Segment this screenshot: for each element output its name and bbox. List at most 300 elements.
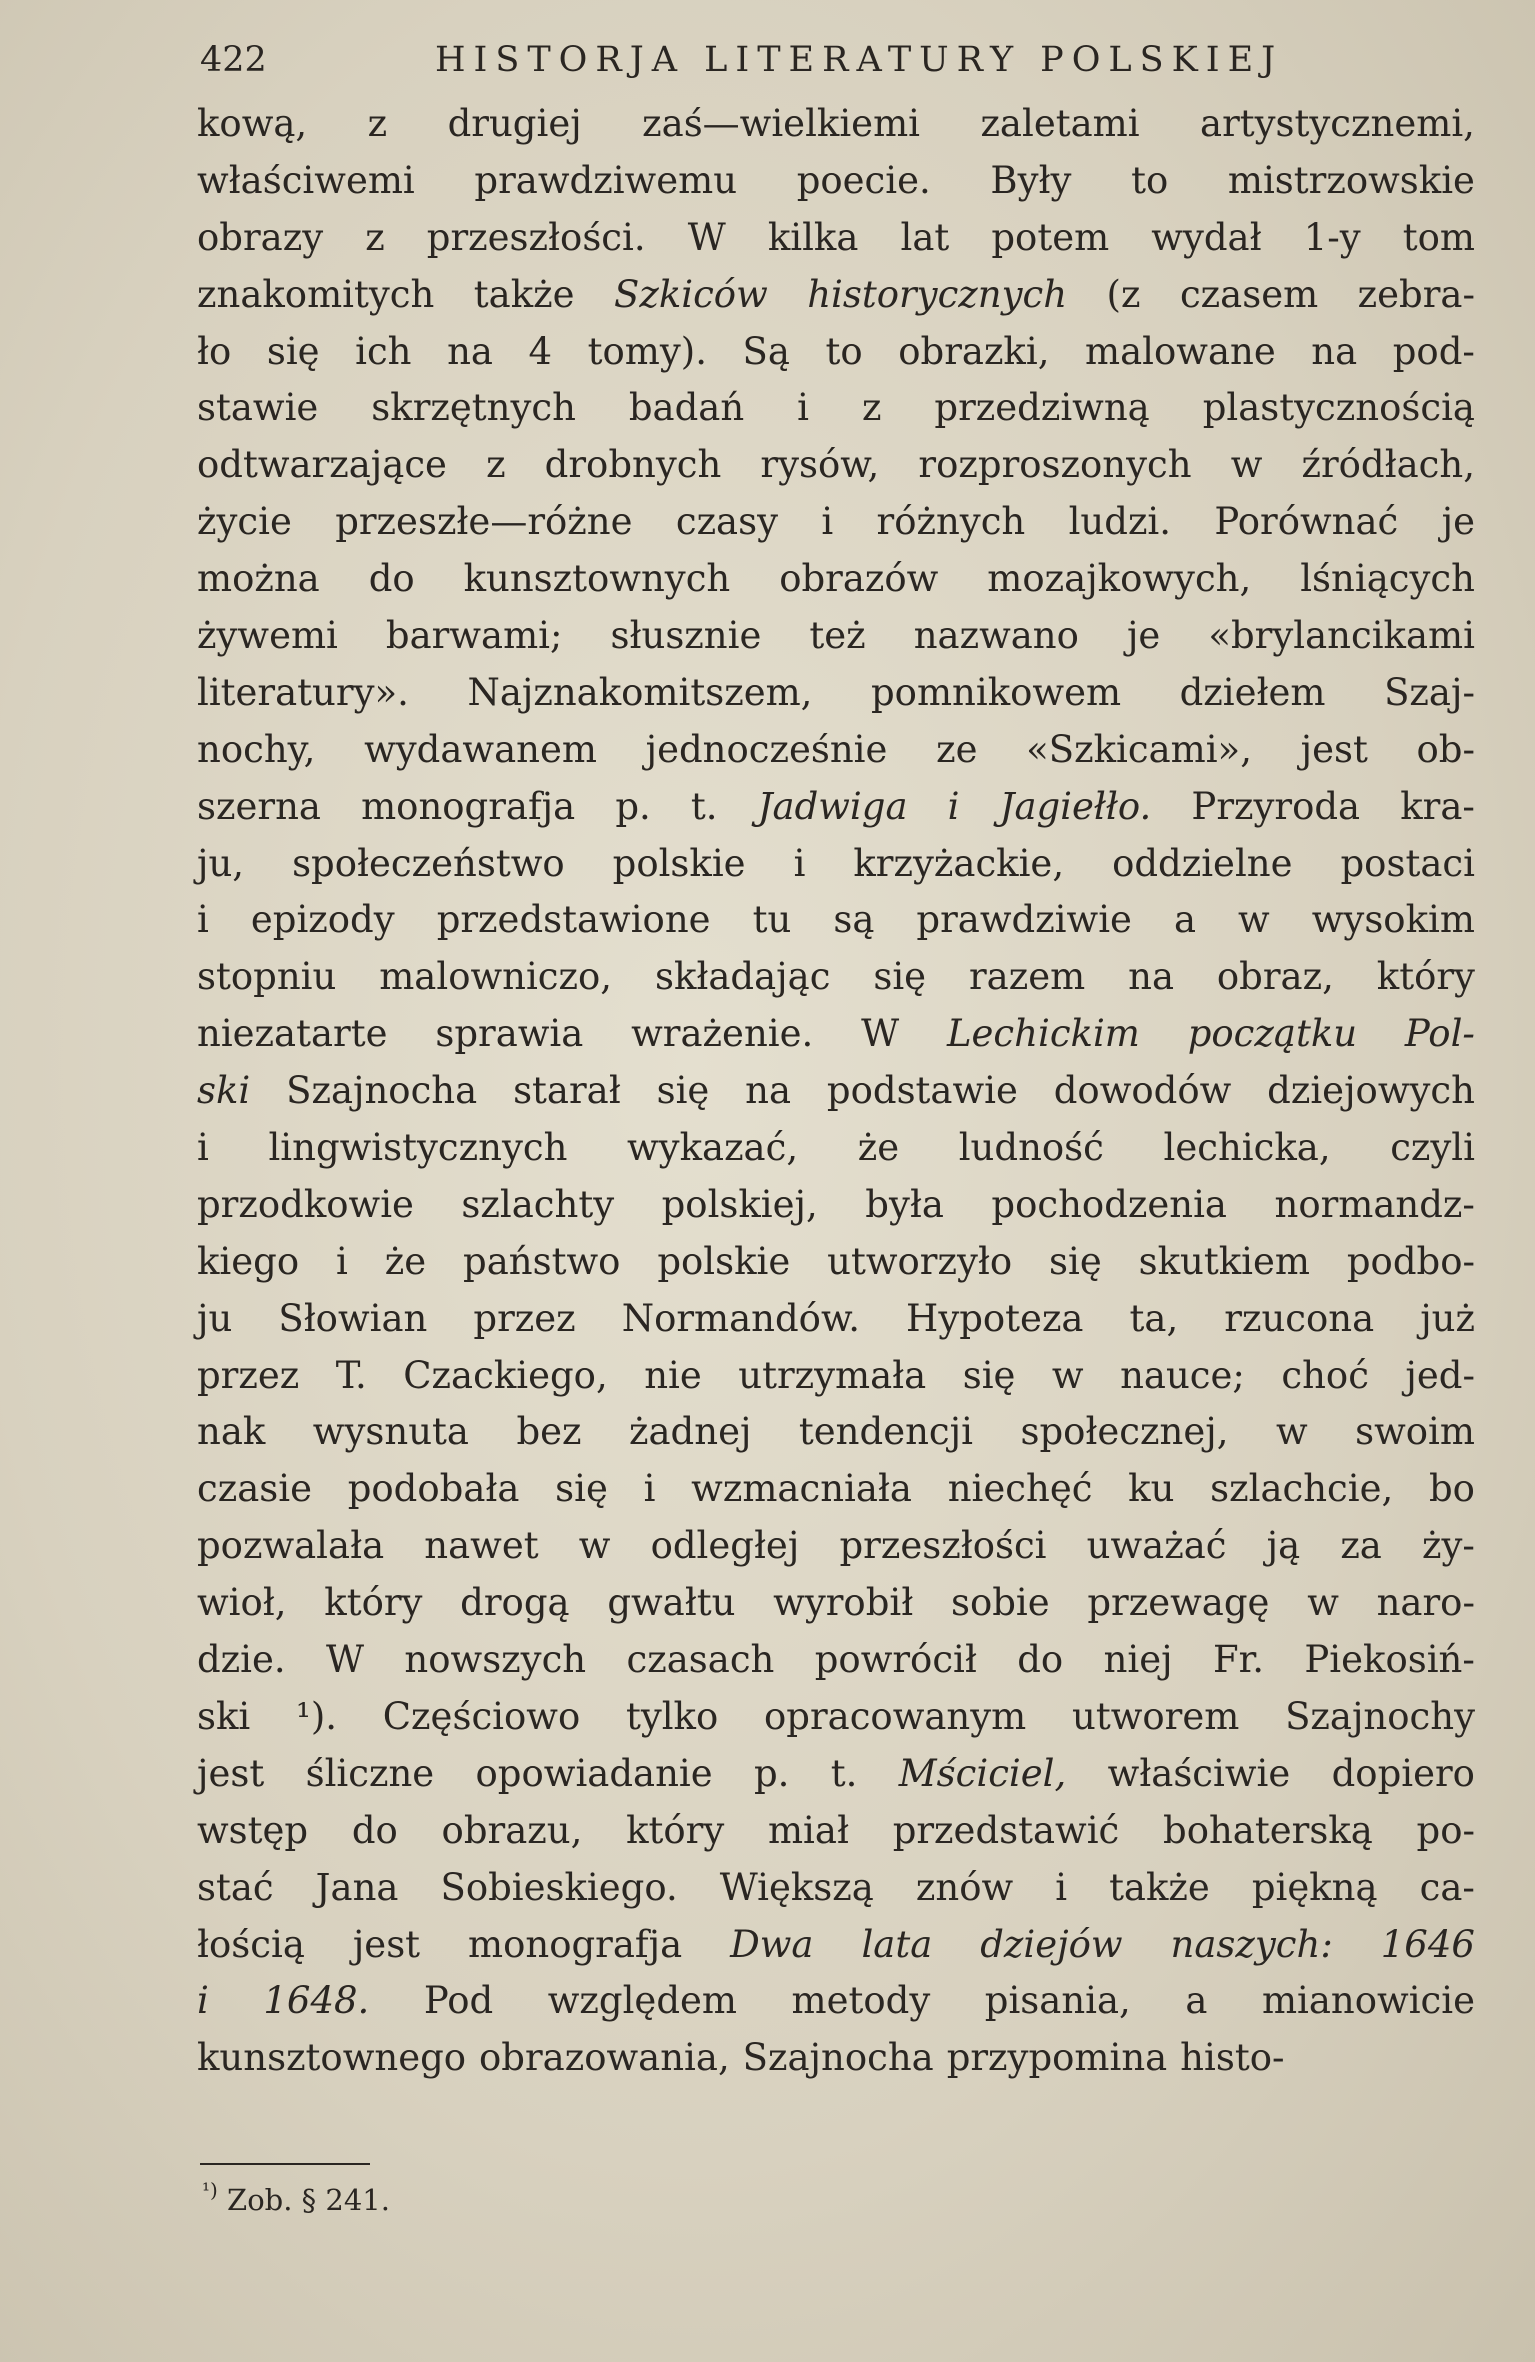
word: wysnuta <box>312 1410 469 1454</box>
word: zaletami <box>980 102 1140 145</box>
italic-word: dziejów <box>980 1922 1123 1966</box>
word: i <box>1055 1865 1068 1909</box>
word: Czackiego, <box>403 1353 608 1397</box>
word: pochodzenia <box>991 1182 1227 1226</box>
word: jed- <box>1405 1353 1475 1397</box>
word: jest <box>1300 727 1368 771</box>
word: ju <box>197 1296 233 1340</box>
word: się <box>555 1467 608 1511</box>
text-line <box>197 1518 1475 1575</box>
text-line <box>197 1803 1475 1860</box>
word: przeszłości. <box>426 215 646 259</box>
word: kra- <box>1400 784 1475 828</box>
word: znakomitych <box>197 272 435 316</box>
word: przeszłe—różne <box>335 500 633 544</box>
word: badań <box>628 386 745 430</box>
text-line <box>197 153 1475 210</box>
word: z <box>367 102 388 145</box>
word: znów <box>915 1865 1014 1909</box>
word: p. <box>753 1751 790 1795</box>
word: i <box>197 898 209 942</box>
word: Jana <box>315 1865 399 1909</box>
word: też <box>809 614 866 658</box>
word: kową, <box>197 102 308 145</box>
word: wysokim <box>1311 898 1475 942</box>
word: podbo- <box>1346 1239 1475 1283</box>
word: śliczne <box>305 1751 435 1795</box>
text-line <box>197 1234 1475 1291</box>
word: z <box>365 215 385 259</box>
word: mistrzowskie <box>1227 158 1475 202</box>
word: malowniczo, <box>379 955 613 999</box>
word: sprawia <box>435 1012 584 1056</box>
word: który <box>626 1808 725 1852</box>
word: wyrobił <box>773 1581 914 1625</box>
word: jednocześnie <box>645 727 888 771</box>
word: tom <box>1402 215 1475 259</box>
word: czasem <box>1179 272 1319 316</box>
word: Szajnochy <box>1285 1694 1475 1738</box>
word: ob- <box>1416 727 1475 771</box>
word: dziejowych <box>1267 1069 1475 1113</box>
word: polskie <box>657 1239 791 1283</box>
word: Szajnocha <box>742 2036 934 2080</box>
word: życie <box>197 500 292 544</box>
word: źródłach, <box>1301 443 1475 487</box>
footnote <box>202 2175 390 2225</box>
word: ju, <box>197 841 245 885</box>
text-line <box>197 1746 1475 1803</box>
word: społeczeństwo <box>292 841 565 885</box>
word: zaś—wielkiemi <box>642 102 920 145</box>
word: utworem <box>1072 1694 1240 1738</box>
page-number: 422 <box>200 40 267 80</box>
word: ta, <box>1129 1296 1179 1340</box>
text-line <box>197 1348 1475 1405</box>
word: barwami; <box>385 614 563 658</box>
word: lingwistycznych <box>268 1126 568 1170</box>
word: rzucona <box>1224 1296 1375 1340</box>
word: plastycznością <box>1202 386 1475 430</box>
word: przez <box>473 1296 576 1340</box>
word: Są <box>742 329 790 373</box>
text-line <box>197 608 1475 665</box>
text-line <box>197 494 1475 551</box>
word: właściwemi <box>197 158 415 202</box>
word: Pod <box>423 1979 494 2023</box>
word: ku <box>1128 1467 1175 1511</box>
word: 4 <box>528 329 553 373</box>
italic-word: historycznych <box>807 272 1068 316</box>
word: do <box>368 557 415 601</box>
word: Większą <box>719 1865 874 1909</box>
word: ży- <box>1422 1524 1475 1568</box>
word: jest <box>197 1751 265 1795</box>
text-line <box>197 267 1475 324</box>
word: wydał <box>1151 215 1262 259</box>
word: względem <box>547 1979 737 2023</box>
word: stopniu <box>197 955 337 999</box>
word: z <box>486 443 506 487</box>
italic-word: 1646 <box>1380 1922 1475 1966</box>
word: dziełem <box>1179 670 1326 714</box>
word: ich <box>355 329 412 373</box>
word: kiego <box>197 1239 300 1283</box>
text-line <box>197 380 1475 437</box>
italic-word: ski <box>197 1069 251 1113</box>
word: są <box>833 898 875 942</box>
italic-word: początku <box>1187 1012 1358 1056</box>
word: po- <box>1416 1808 1475 1852</box>
word: który <box>324 1581 423 1625</box>
word: to <box>825 329 863 373</box>
word: państwo <box>463 1239 621 1283</box>
word: bo <box>1428 1467 1475 1511</box>
word: bohaterską <box>1163 1808 1373 1852</box>
word: czasy <box>675 500 779 544</box>
word: z <box>861 386 882 430</box>
word: swoim <box>1355 1410 1475 1454</box>
word: wzmacniała <box>691 1467 912 1511</box>
word: czyli <box>1390 1126 1475 1170</box>
italic-word: i <box>947 784 960 828</box>
word: Piekosiń- <box>1304 1638 1475 1682</box>
word: przedziwną <box>934 386 1150 430</box>
word: nak <box>197 1410 266 1454</box>
word: T. <box>335 1353 367 1397</box>
word: żywemi <box>197 614 338 658</box>
word: «brylancikami <box>1208 614 1475 658</box>
text-line <box>197 1006 1475 1063</box>
word: się <box>656 1069 710 1113</box>
text-line <box>197 1575 1475 1632</box>
word: przodkowie <box>197 1182 414 1226</box>
text-line <box>197 96 1475 153</box>
text-line <box>197 1063 1475 1120</box>
word: przewagę <box>1087 1581 1270 1625</box>
word: w <box>578 1524 611 1568</box>
text-line <box>197 1291 1475 1348</box>
word: w <box>1051 1353 1084 1397</box>
word: nazwano <box>913 614 1079 658</box>
word: na <box>1311 329 1358 373</box>
word: polskiej, <box>661 1182 818 1226</box>
word: przedstawić <box>892 1808 1120 1852</box>
word: W <box>326 1638 365 1682</box>
word: przeszłości <box>839 1524 1047 1568</box>
word: ją <box>1266 1524 1301 1568</box>
word: prawdziwemu <box>474 158 738 202</box>
word: opracowanym <box>764 1694 1027 1738</box>
word: naro- <box>1376 1581 1475 1625</box>
word: (z <box>1106 272 1141 316</box>
word: szlachty <box>461 1182 615 1226</box>
text-line <box>197 1461 1475 1518</box>
text-line <box>197 551 1475 608</box>
word: pomnikowem <box>871 670 1122 714</box>
word: że <box>384 1239 427 1283</box>
italic-word: 1648. <box>263 1979 370 2023</box>
word: Słowian <box>278 1296 428 1340</box>
word: lat <box>900 215 950 259</box>
word: który <box>1376 955 1475 999</box>
word: ludzi. <box>1068 500 1172 544</box>
word: odległej <box>650 1524 800 1568</box>
word: p. <box>615 784 651 828</box>
word: się <box>962 1353 1016 1397</box>
word: zebra- <box>1357 272 1475 316</box>
word: W <box>687 215 726 259</box>
word: stawie <box>197 386 319 430</box>
word: obrazów <box>779 557 939 601</box>
italic-word: naszych: <box>1170 1922 1333 1966</box>
word: nauce; <box>1120 1353 1245 1397</box>
text-line <box>197 722 1475 779</box>
footnote-divider <box>200 2163 370 2165</box>
word: metody <box>791 1979 931 2023</box>
word: poecie. <box>796 158 931 202</box>
word: ca- <box>1419 1865 1475 1909</box>
word: i <box>793 841 806 885</box>
word: w <box>1230 443 1263 487</box>
text-line <box>197 836 1475 893</box>
word: Szaj- <box>1384 670 1475 714</box>
word: dopiero <box>1331 1751 1475 1795</box>
word: choć <box>1281 1353 1369 1397</box>
word: kunsztownych <box>463 557 731 601</box>
running-head <box>200 30 1300 90</box>
word: razem <box>968 955 1086 999</box>
word: pozwalała <box>197 1524 385 1568</box>
word: skrzętnych <box>371 386 576 430</box>
word: łością <box>197 1922 305 1966</box>
word: się <box>266 329 320 373</box>
word: w <box>1238 898 1270 942</box>
word: literatury». <box>197 670 409 714</box>
word: epizody <box>250 898 395 942</box>
word: do <box>351 1808 398 1852</box>
word: podstawie <box>826 1069 1018 1113</box>
word: nie <box>644 1353 702 1397</box>
word: monografja <box>361 784 576 828</box>
word: Normandów. <box>621 1296 861 1340</box>
word: obraz, <box>1216 955 1334 999</box>
word: miał <box>767 1808 849 1852</box>
italic-word: Mściciel, <box>898 1751 1067 1795</box>
word: nawet <box>424 1524 539 1568</box>
running-title: HISTORJA LITERATURY POLSKIEJ <box>435 40 1284 80</box>
word: i <box>197 1126 209 1170</box>
word: ludność <box>958 1126 1104 1170</box>
word: odtwarzające <box>197 443 447 487</box>
italic-word: Jagiełło. <box>999 784 1152 828</box>
word: mianowicie <box>1261 1979 1475 2023</box>
text-line <box>197 892 1475 949</box>
word: żadnej <box>629 1410 752 1454</box>
word: i <box>797 386 809 430</box>
word: Były <box>990 158 1072 202</box>
word: drobnych <box>544 443 722 487</box>
word: wstęp <box>197 1808 309 1852</box>
word: także <box>473 272 575 316</box>
word: przedstawione <box>436 898 711 942</box>
word: monografja <box>468 1922 683 1966</box>
text-line <box>197 665 1475 722</box>
word: t. <box>690 784 718 828</box>
word: kunsztownego <box>197 2036 467 2080</box>
word: pisania, <box>984 1979 1131 2023</box>
word: składając <box>654 955 831 999</box>
footnote-text: Zob. § 241. <box>227 2183 390 2217</box>
word: dowodów <box>1053 1069 1232 1113</box>
text-line <box>197 779 1475 836</box>
word: przypomina <box>946 2036 1168 2080</box>
word: do <box>1017 1638 1064 1682</box>
word: opowiadanie <box>475 1751 713 1795</box>
word: je <box>1441 500 1475 544</box>
word: utworzyło <box>827 1239 1013 1283</box>
word: szerna <box>197 784 321 828</box>
italic-word: Szkiców <box>613 272 768 316</box>
text-line <box>197 1120 1475 1177</box>
word: w <box>1307 1581 1339 1625</box>
word: tendencji <box>798 1410 973 1454</box>
word: Przyroda <box>1191 784 1361 828</box>
word: Fr. <box>1212 1638 1265 1682</box>
word: niechęć <box>947 1467 1093 1511</box>
word: starał <box>513 1069 621 1113</box>
word: przez <box>197 1353 300 1397</box>
text-line <box>197 324 1475 381</box>
word: na <box>745 1069 792 1113</box>
word: właściwie <box>1107 1751 1291 1795</box>
word: obrazy <box>197 215 324 259</box>
text-line <box>197 1177 1475 1234</box>
word: a <box>1173 898 1197 942</box>
word: artystycznemi, <box>1200 102 1475 145</box>
word: normandz- <box>1274 1182 1475 1226</box>
italic-word: i <box>197 1979 209 2023</box>
italic-word: Lechickim <box>946 1012 1140 1056</box>
word: obrazu, <box>441 1808 583 1852</box>
word: społecznej, <box>1020 1410 1229 1454</box>
word: malowane <box>1085 329 1276 373</box>
word: była <box>865 1182 944 1226</box>
word: Szajnocha <box>286 1069 478 1113</box>
word: ¹). <box>295 1694 338 1738</box>
word: Najznakomitszem, <box>467 670 813 714</box>
word: wrażenie. <box>631 1012 814 1056</box>
word: także <box>1109 1865 1210 1909</box>
word: uważać <box>1086 1524 1227 1568</box>
word: ze <box>936 727 978 771</box>
word: prawdziwie <box>916 898 1132 942</box>
word: jest <box>352 1922 421 1966</box>
word: to <box>1131 158 1169 202</box>
word: obrazowania, <box>479 2036 730 2080</box>
word: niezatarte <box>197 1012 388 1056</box>
word: stać <box>197 1865 274 1909</box>
word: rysów, <box>760 443 880 487</box>
word: gwałtu <box>607 1581 736 1625</box>
word: drogą <box>460 1581 570 1625</box>
word: sobie <box>950 1581 1050 1625</box>
word: postaci <box>1340 841 1475 885</box>
italic-word: Jadwiga <box>757 784 908 828</box>
text-line <box>197 437 1475 494</box>
body-text <box>197 96 1475 2087</box>
word: czasie <box>197 1467 312 1511</box>
word: za <box>1340 1524 1382 1568</box>
word: na <box>1128 955 1174 999</box>
word: wykazać, <box>627 1126 799 1170</box>
word: i <box>336 1239 348 1283</box>
word: oddzielne <box>1112 841 1293 885</box>
text-line <box>197 1632 1475 1689</box>
word: szlachcie, <box>1210 1467 1394 1511</box>
text-line <box>197 2030 1475 2087</box>
word: obrazki, <box>898 329 1050 373</box>
word: utrzymała <box>738 1353 927 1397</box>
word: krzyżackie, <box>853 841 1065 885</box>
word: wioł, <box>197 1581 287 1625</box>
word: nowszych <box>404 1638 587 1682</box>
word: t. <box>830 1751 858 1795</box>
word: na <box>447 329 493 373</box>
word: kilka <box>767 215 859 259</box>
word: mozajkowych, <box>987 557 1252 601</box>
word: piękną <box>1251 1865 1378 1909</box>
word: można <box>197 557 320 601</box>
word: tylko <box>625 1694 719 1738</box>
text-line <box>197 210 1475 267</box>
word: w <box>1275 1410 1308 1454</box>
text-line <box>197 1917 1475 1974</box>
word: i <box>643 1467 656 1511</box>
word: Hypoteza <box>906 1296 1084 1340</box>
word: powrócił <box>814 1638 977 1682</box>
italic-word: Pol- <box>1404 1012 1475 1056</box>
word: skutkiem <box>1138 1239 1310 1283</box>
text-line <box>197 1404 1475 1461</box>
word: czasach <box>626 1638 775 1682</box>
word: się <box>873 955 927 999</box>
text-line <box>197 1689 1475 1746</box>
word: tu <box>752 898 792 942</box>
word: lechicka, <box>1163 1126 1331 1170</box>
text-line <box>197 1860 1475 1917</box>
word: dzie. <box>197 1638 286 1682</box>
word: Porównać <box>1214 500 1399 544</box>
word: pod- <box>1392 329 1475 373</box>
word: «Szkicami», <box>1026 727 1252 771</box>
word: drugiej <box>447 102 582 145</box>
word: W <box>861 1012 900 1056</box>
text-line <box>197 1973 1475 2030</box>
italic-word: Dwa <box>730 1922 814 1966</box>
word: je <box>1126 614 1161 658</box>
italic-word: lata <box>861 1922 933 1966</box>
word: 1-y <box>1303 215 1361 259</box>
word: Częściowo <box>382 1694 581 1738</box>
word: Sobieskiego. <box>440 1865 678 1909</box>
word: niej <box>1103 1638 1173 1682</box>
word: histo- <box>1180 2036 1285 2080</box>
word: różnych <box>876 500 1026 544</box>
word: bez <box>516 1410 582 1454</box>
word: potem <box>991 215 1110 259</box>
text-line <box>197 949 1475 1006</box>
